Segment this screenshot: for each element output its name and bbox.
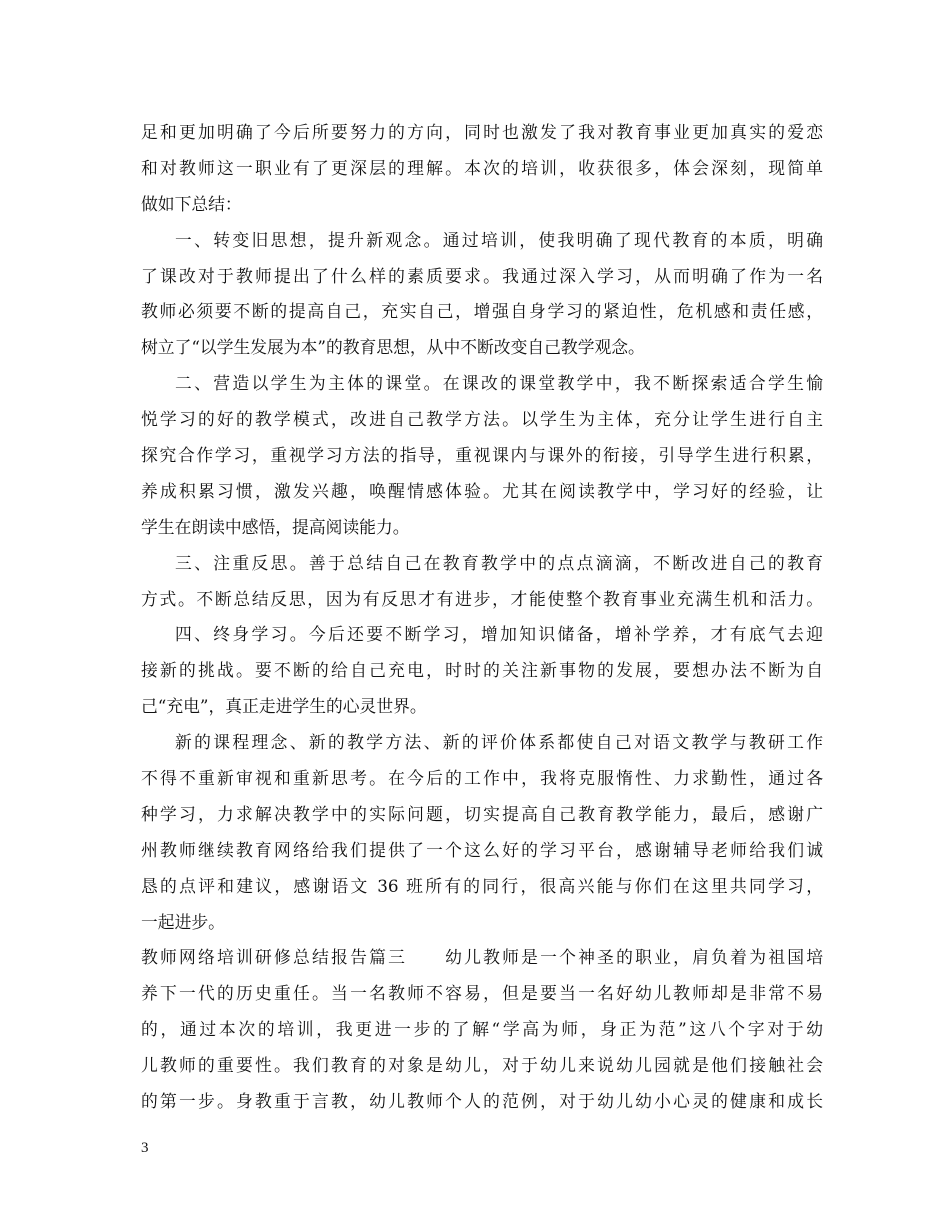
page-number: 3 — [141, 1140, 149, 1156]
text-line: 儿教师的重要性。我们教育的对象是幼儿，对于幼儿来说幼儿园就是他们接触社会 — [141, 1055, 823, 1076]
text-line: 州教师继续教育网络给我们提供了一个这么好的学习平台，感谢辅导老师给我们诚 — [141, 839, 823, 860]
text-line: 树立了“以学生发展为本”的教育思想，从中不断改变自己教学观念。 — [141, 337, 645, 358]
text-line: 悦学习的好的教学模式，改进自己教学方法。以学生为主体，充分让学生进行自主 — [141, 409, 823, 430]
text-line: 三、注重反思。善于总结自己在教育教学中的点点滴滴，不断改进自己的教育 — [175, 552, 823, 573]
text-line: 学生在朗读中感悟，提高阅读能力。 — [141, 516, 410, 537]
text-line: 的第一步。身教重于言教，幼儿教师个人的范例，对于幼儿幼小心灵的健康和成长 — [141, 1091, 823, 1112]
text-line: 恳的点评和建议，感谢语文 36 班所有的同行，很高兴能与你们在这里共同学习， — [141, 875, 823, 896]
text-line: 做如下总结： — [141, 193, 242, 214]
text-line: 养成积累习惯，激发兴趣，唤醒情感体验。尤其在阅读教学中，学习好的经验，让 — [141, 480, 823, 501]
text-line: 养下一代的历史重任。当一名教师不容易，但是要当一名好幼儿教师却是非常不易 — [141, 983, 823, 1004]
text-line: 教师网络培训研修总结报告篇三 幼儿教师是一个神圣的职业，肩负着为祖国培 — [141, 947, 823, 968]
text-line: 不得不重新审视和重新思考。在今后的工作中，我将克服惰性、力求勤性，通过各 — [141, 768, 823, 789]
text-line: 接新的挑战。要不断的给自己充电，时时的关注新事物的发展，要想办法不断为自 — [141, 660, 823, 681]
text-line: 探究合作学习，重视学习方法的指导，重视课内与课外的衔接，引导学生进行积累， — [141, 445, 823, 466]
text-line: 新的课程理念、新的教学方法、新的评价体系都使自己对语文教学与教研工作 — [175, 732, 823, 753]
text-line: 的，通过本次的培训，我更进一步的了解“学高为师，身正为范”这八个字对于幼 — [141, 1019, 823, 1040]
text-line: 四、终身学习。今后还要不断学习，增加知识储备，增补学养，才有底气去迎 — [175, 624, 823, 645]
text-line: 方式。不断总结反思，因为有反思才有进步，才能使整个教育事业充满生机和活力。 — [141, 588, 823, 609]
text-line: 二、营造以学生为主体的课堂。在课改的课堂教学中，我不断探索适合学生愉 — [175, 373, 823, 394]
text-line: 一、转变旧思想，提升新观念。通过培训，使我明确了现代教育的本质，明确 — [175, 229, 823, 250]
text-line: 和对教师这一职业有了更深层的理解。本次的培训，收获很多，体会深刻，现简单 — [141, 157, 823, 178]
body-text — [141, 115, 823, 1120]
text-line: 己“充电”，真正走进学生的心灵世界。 — [141, 696, 427, 717]
text-line: 教师必须要不断的提高自己，充实自己，增强自身学习的紧迫性，危机感和责任感， — [141, 301, 823, 322]
text-line: 足和更加明确了今后所要努力的方向，同时也激发了我对教育事业更加真实的爱恋 — [141, 122, 823, 142]
text-line: 一起进步。 — [141, 911, 225, 932]
text-line: 了课改对于教师提出了什么样的素质要求。我通过深入学习，从而明确了作为一名 — [141, 265, 823, 286]
text-line: 种学习，力求解决教学中的实际问题，切实提高自己教育教学能力，最后，感谢广 — [141, 803, 823, 824]
